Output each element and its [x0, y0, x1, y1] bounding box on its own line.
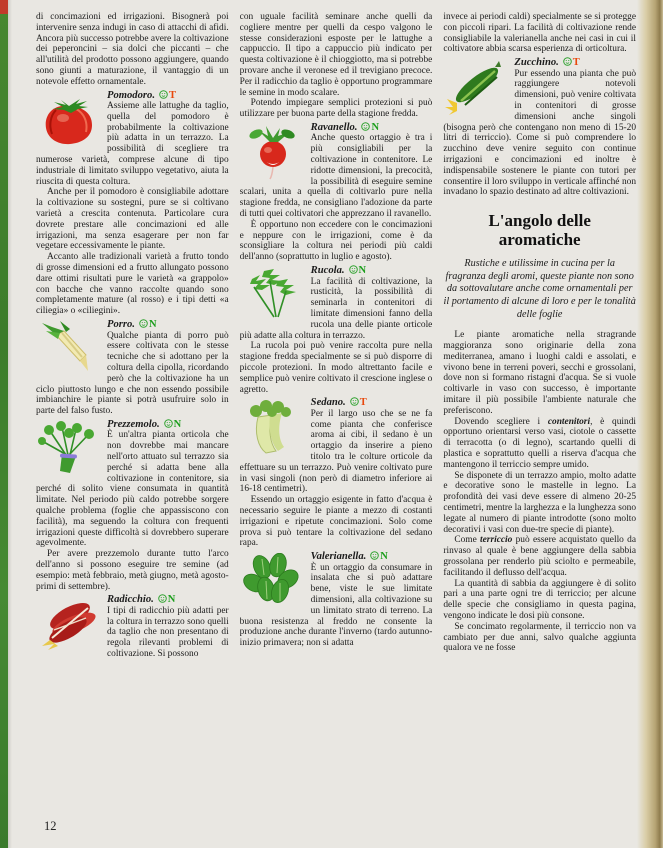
vegetable-name: Rucola.	[310, 265, 345, 277]
smiley-face-icon	[159, 90, 168, 99]
paragraph: È un'altra pianta orticola che non dovrebbe mai mancare nell'orto attuato sul terrazzo sia perché si adatta bene alla coltivazione in contenitore, sia perché di solito viene consumata in quantità limitate. Nel periodo più caldo potrebbe sorgere qualche problema (foglie che appassiscono con facilità), ma seguendo la coltura con frequenti irrigazioni queste difficoltà si dovrebbero superare agevolmente.	[36, 430, 229, 549]
page-number: 12	[44, 819, 57, 833]
climate-badge: T	[168, 89, 176, 101]
aromatiche-title	[443, 212, 636, 249]
smiley-face-icon	[164, 419, 173, 428]
vegetable-name: Porro.	[107, 319, 135, 331]
climate-badge: N	[371, 121, 380, 133]
smiley-face-icon	[361, 122, 370, 131]
previous-page-edge	[0, 0, 8, 848]
section-sedano	[240, 397, 433, 549]
text-run: Dovendo scegliere i	[454, 416, 548, 427]
section-porro	[36, 319, 229, 417]
paragraph: Potendo impiegare semplici protezioni si può utilizzare per buona parte della stagione fredda.	[239, 98, 433, 120]
section-radicchio	[36, 594, 229, 659]
vegetable-name: Valerianella.	[310, 551, 367, 563]
keyword-contenitori: contenitori	[547, 416, 591, 427]
climate-badge: T	[572, 57, 580, 69]
text-run: Come	[454, 535, 481, 546]
arugula-illustration	[240, 267, 306, 323]
celery-illustration	[240, 399, 306, 455]
paragraph: di concimazioni ed irrigazioni. Bisognerà poi intervenire senza indugi in caso di attacchi di afidi. Ancora più successo potrebbe avere la coltivazione dei peperoncini – sia dolci che piccanti – che all'utilità del prodotto possono aggiungere, quando sono giunti a maturazione, il vantaggio di un notevole effetto ornamentale.	[36, 12, 229, 87]
parsley-illustration	[36, 421, 102, 477]
smiley-face-icon	[350, 397, 359, 406]
climate-badge: T	[359, 397, 367, 409]
paragraph: Le piante aromatiche nella stragrande maggioranza sono originarie della zona mediterranea, amano i luoghi caldi e assolati, e vivono bene in terreni poveri, secchi e grossolani, dove non si formano ristagni d'acqua. Se si vuole coltivarle in vaso con successo, è importante imitare il più possibile l'ambiente naturale che preferiscono.	[443, 330, 637, 416]
paragraph: È opportuno non eccedere con le concimazioni e neppure con le irrigazioni, come è da sconsigliare la coltura nei periodi più caldi dell'anno (soprattutto in luglio e agosto).	[239, 219, 433, 263]
radicchio-illustration	[36, 596, 102, 652]
section-ravanello	[240, 122, 433, 263]
climate-badge: N	[148, 319, 157, 331]
vegetable-name: Radicchio.	[107, 594, 154, 606]
climate-badge: N	[173, 418, 182, 430]
section-valerianella	[240, 551, 433, 649]
paragraph: Se concimato regolarmente, il terriccio non va cambiato per due anni, salvo qualche aggiunta qualora ve ne fosse	[443, 621, 637, 654]
text-run: , è quindi opportuno orientarsi verso vasi, ciotole o cassette di terracotta (o di legno), scartando quelli di plastica e soprattutto quelli a riserva d'acqua che mantengono il terriccio sempre umido.	[443, 416, 637, 470]
climate-badge: N	[167, 594, 176, 606]
paragraph: Essendo un ortaggio esigente in fatto d'acqua è necessario seguire le piante a mezzo di costanti irrigazioni e ripetute concimazioni. Solo come prova si può tentare la coltivazione del sedano rapa.	[239, 495, 433, 549]
vegetable-name: Ravanello.	[310, 121, 358, 133]
vegetable-name: Zucchino.	[514, 57, 559, 69]
keyword-terriccio: terriccio	[480, 535, 513, 546]
aromatiche-title-line1: L'angolo delle	[488, 211, 591, 231]
column-left	[36, 12, 229, 818]
paragraph: È un ortaggio da consumare in insalata che si può adattare bene, viste le sue limitate dimensioni, alla coltivazione su un limitato strato di terreno. La buona resistenza al freddo ne consente la produzione anche durante l'inverno (tardo autunno-inizio primavera; non si adatta	[239, 562, 433, 649]
column-right	[443, 12, 636, 818]
zucchini-illustration	[443, 59, 509, 115]
paragraph: Accanto alle tradizionali varietà a frutto tondo di grosse dimensioni ed a frutto allungato possono dare ottimi risultati pure le varietà «a grappolo» con bacche che vanno raccolte quando sono completamente mature (al rosso) e i tipi detti «a ciliegia» o «ciliegini».	[36, 252, 229, 317]
smiley-face-icon	[563, 57, 572, 66]
paragraph: Pur essendo una pianta che può raggiungere notevoli dimensioni, può venire coltivata in contenitori di grosse dimensioni anche singoli (bisogna però che contengano non meno di 15-20 litri di terriccio). Come si può comprendere lo zucchino deve venire seguito con continue irrigazioni e concimazioni ed inoltre è indispensabile sostenere le piante con tutori per consentire il loro sviluppo in verticale affinché non invadano lo spazio destinato ad altre coltivazioni.	[443, 68, 637, 198]
section-zucchino	[443, 57, 636, 198]
vegetable-name: Pomodoro.	[107, 89, 155, 101]
aromatiche-box	[443, 212, 636, 654]
paragraph: Se disponete di un terrazzo ampio, molto adatte e decorative sono le mastelle in legno. La profondità dei vasi deve essere di almeno 20-25 centimetri, mentre la larghezza e la lunghezza sono legate al numero di piante introdotte (sono molto decorativi i vasi con due-tre specie di piante).	[443, 470, 637, 535]
paragraph: I tipi di radicchio più adatti per la coltura in terrazzo sono quelli da taglio che non presentano di regola rilevanti problemi di coltivazione. Si possono	[107, 605, 229, 660]
paragraph: La quantità di sabbia da aggiungere è di solito pari a una parte ogni tre di terriccio; per alcune delle specie che consigliamo in questa pagina, vengono indicate le dosi più consone.	[443, 578, 637, 621]
text-run: può essere acquistato quello da rinvaso al quale è bene aggiungere della sabbia grossolana per renderlo più sciolto e permeabile, facilitando il deflusso dell'acqua.	[443, 535, 637, 578]
vegetable-name: Sedano.	[310, 397, 346, 409]
corn-salad-illustration	[240, 553, 306, 609]
leek-illustration	[36, 321, 102, 377]
smiley-face-icon	[370, 551, 379, 560]
paragraph: Anche questo ortaggio è tra i più consigliabili per la coltivazione in contenitore. Le ridotte dimensioni, la precocità, la possibilità di eseguire semine scalari, unita a quella di coltivarlo pure nella stagione fredda, ne consigliano l'adozione da parte di tutti quei coltivatori che apprezzano il ravanello.	[239, 133, 433, 220]
section-pomodoro	[36, 90, 229, 317]
aromatiche-lead: Rustiche e utilissime in cucina per la fragranza degli aromi, queste piante non sono da sottovalutare anche come ornamentali per il portamento di alcune di loro e per le tonalità delle foglie	[443, 258, 636, 320]
aromatiche-title-line2: aromatiche	[498, 229, 581, 249]
section-rucola	[240, 265, 433, 395]
smiley-face-icon	[158, 594, 167, 603]
paragraph: invece ai periodi caldi) specialmente se si protegge con piccoli ripari. La facilità di coltivazione rende consigliabile la valerianella anche nei casi in cui il coltivatore abbia scarsa esperienza di orticoltura.	[443, 12, 637, 55]
section-prezzemolo	[36, 419, 229, 592]
smiley-face-icon	[139, 319, 148, 328]
paragraph: Qualche pianta di porro può essere coltivata con le stesse tecniche che si adottano per la coltura della cipolla, ricordando però che la coltivazione ha un ciclo piuttosto lungo e che non essendo possibile imbianchire le piante si potrà usufruire solo in parte del falso fusto.	[36, 330, 229, 417]
paragraph: Assieme alle lattughe da taglio, quella del pomodoro è probabilmente la coltivazione più adatta in un terrazzo. La possibilità di scegliere tra numerose varietà, comprese alcune di tipo industriale di limitato sviluppo vegetativo, aiuta la riuscita di questa coltura.	[36, 101, 229, 187]
book-spine-shadow	[637, 0, 663, 848]
paragraph	[443, 535, 636, 578]
climate-badge: N	[358, 265, 367, 277]
climate-badge: N	[380, 551, 388, 563]
radish-illustration	[240, 124, 306, 180]
vegetable-name: Prezzemolo.	[107, 418, 160, 430]
paragraph: La facilità di coltivazione, la rusticità, la possibilità di seminarla in contenitori di limitate dimensioni fanno della rucola una delle piante orticole più adatte alla coltura in terrazzo.	[239, 276, 433, 341]
column-middle	[240, 12, 433, 818]
paragraph: Per avere prezzemolo durante tutto l'arco dell'anno si possono eseguire tre semine (ad esempio: metà febbraio, metà giugno, metà agosto-primi di settembre).	[36, 549, 229, 592]
page-content	[36, 12, 636, 824]
paragraph: con uguale facilità seminare anche quelli da cogliere mentre per quelli da cespo valgono le stesse considerazioni esposte per le lattughe a cappuccio. Il tipo a cappuccio più indicato per questa coltivazione è il chioggiotto, ma si potrebbe provare anche il veronese ed il trevigiano precoce. Per il radicchio da taglio è opportuno programmare le semine in modo scalare.	[239, 12, 433, 98]
smiley-face-icon	[349, 265, 358, 274]
tomato-illustration	[36, 92, 102, 148]
paragraph: Anche per il pomodoro è consigliabile adottare la coltivazione su sostegni, pure se si coltivano varietà a crescita contenuta. Particolare cura dovrete prestare alle concimazioni ed alle irrigazioni, ma senza esagerare per non far vegetare eccessivamente le piante.	[36, 187, 229, 252]
paragraph: Per il largo uso che se ne fa come pianta che conferisce aroma ai cibi, il sedano è un ortaggio da inserire a pieno titolo tra le colture orticole da effettuare su un terrazzo. Può venire coltivato pure in vasi singoli (non però di diametro inferiore ai 16-18 centimetri).	[239, 408, 433, 495]
paragraph: La rucola poi può venire raccolta pure nella stagione fredda specialmente se si può disporre di piccole protezioni. In modo altrettanto facile e semplice può venire coltivato il crescione inglese o agretto.	[239, 341, 433, 395]
paragraph	[443, 417, 636, 471]
